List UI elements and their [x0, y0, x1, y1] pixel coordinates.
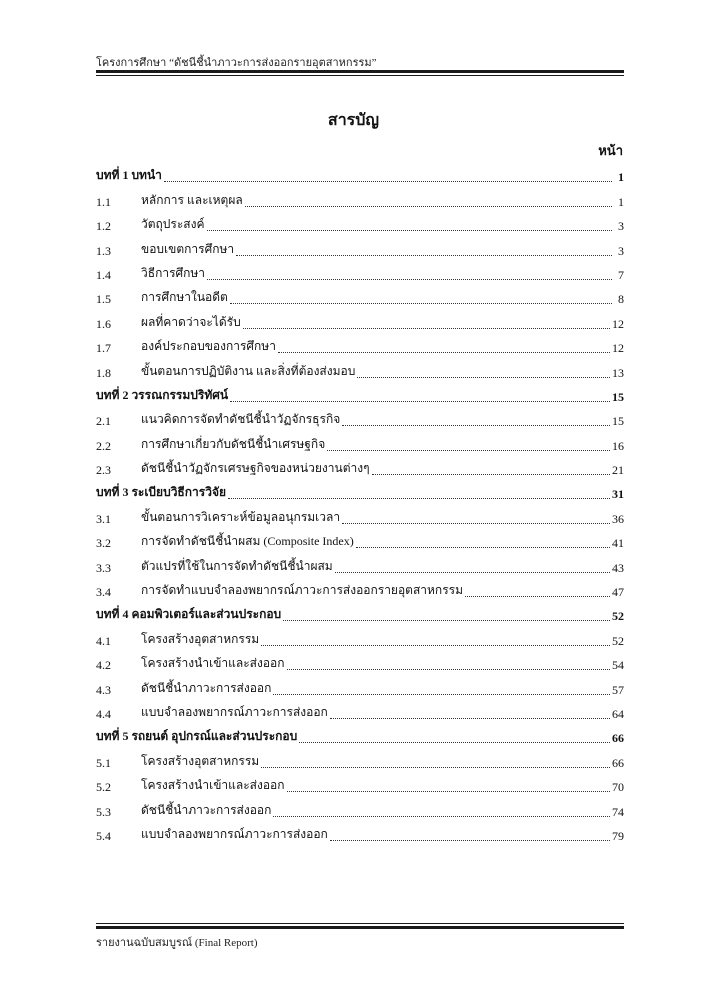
toc-entry-title: การจัดทำแบบจำลองพยากรณ์ภาวะการส่งออกรายอุตสาหกรรม	[141, 583, 464, 598]
toc-section-entry[interactable]	[96, 527, 624, 551]
toc-section-entry[interactable]	[96, 307, 624, 331]
toc-entry-number: 1.5	[96, 292, 111, 307]
toc-leader-dots	[273, 694, 610, 695]
toc-entry-title: การศึกษาในอดีต	[141, 290, 228, 305]
toc-section-entry[interactable]	[96, 649, 624, 673]
toc-entry-title: โครงสร้างนำเข้าและส่งออก	[141, 656, 285, 671]
toc-entry-number: 1.8	[96, 365, 111, 380]
running-header: โครงการศึกษา “ดัชนีชี้นำภาวะการส่งออกรายอุตสาหกรรม”	[96, 57, 377, 69]
toc-entry-title: บทที่ 2 วรรณกรรมปริทัศน์	[96, 387, 229, 402]
toc-leader-dots	[230, 303, 612, 304]
toc-entry-number: 1.1	[96, 194, 111, 209]
toc-leader-dots	[330, 718, 610, 719]
toc-entry-title: บทที่ 5 รถยนต์ อุปกรณ์และส่วนประกอบ	[96, 729, 298, 744]
toc-entry-page: 70	[612, 780, 624, 795]
toc-section-entry[interactable]	[96, 624, 624, 648]
toc-entry-page: 31	[612, 487, 624, 502]
toc-entry-page: 3	[618, 243, 624, 258]
toc-entry-title: วิธีการศึกษา	[141, 265, 206, 280]
toc-section-entry[interactable]	[96, 210, 624, 234]
table-of-contents	[96, 161, 624, 844]
toc-section-entry[interactable]	[96, 332, 624, 356]
toc-leader-dots	[261, 645, 610, 646]
toc-entry-title: ผลที่คาดว่าจะได้รับ	[141, 314, 241, 329]
header-rule-thick	[96, 70, 624, 73]
toc-entry-title: บทที่ 3 ระเบียบวิธีการวิจัย	[96, 485, 227, 500]
toc-entry-title: ขั้นตอนการวิเคราะห์ข้อมูลอนุกรมเวลา	[141, 509, 341, 524]
toc-leader-dots	[342, 425, 610, 426]
toc-entry-page: 43	[612, 560, 624, 575]
toc-entry-title: แนวคิดการจัดทำดัชนีชี้นำวัฏจักรธุรกิจ	[141, 412, 341, 427]
toc-entry-number: 1.6	[96, 316, 111, 331]
toc-chapter-entry[interactable]	[96, 381, 624, 405]
toc-section-entry[interactable]	[96, 405, 624, 429]
toc-leader-dots	[299, 742, 610, 743]
toc-section-entry[interactable]	[96, 795, 624, 819]
toc-entry-page: 1	[618, 170, 624, 185]
toc-entry-title: แบบจำลองพยากรณ์ภาวะการส่งออก	[141, 704, 328, 719]
toc-leader-dots	[357, 377, 610, 378]
toc-chapter-entry[interactable]	[96, 161, 624, 185]
page-title: สารบัญ	[327, 112, 380, 129]
toc-entry-title: ขอบเขตการศึกษา	[141, 241, 235, 256]
toc-entry-title: แบบจำลองพยากรณ์ภาวะการส่งออก	[141, 826, 328, 841]
toc-entry-page: 64	[612, 706, 624, 721]
toc-entry-page: 7	[618, 267, 624, 282]
toc-entry-page: 66	[612, 755, 624, 770]
toc-entry-page: 41	[612, 536, 624, 551]
toc-section-entry[interactable]	[96, 356, 624, 380]
toc-entry-number: 5.3	[96, 804, 111, 819]
toc-entry-page: 3	[618, 219, 624, 234]
toc-section-entry[interactable]	[96, 185, 624, 209]
toc-chapter-entry[interactable]	[96, 600, 624, 624]
toc-entry-number: 4.3	[96, 682, 111, 697]
toc-entry-number: 5.1	[96, 755, 111, 770]
toc-entry-number: 5.2	[96, 780, 111, 795]
toc-leader-dots	[207, 279, 612, 280]
toc-entry-page: 57	[612, 682, 624, 697]
toc-entry-title: การศึกษาเกี่ยวกับดัชนีชี้นำเศรษฐกิจ	[141, 436, 326, 451]
footer-rule-thin	[96, 923, 624, 924]
toc-entry-title: หลักการ และเหตุผล	[141, 192, 243, 207]
footer-rule-thick	[96, 926, 624, 929]
toc-section-entry[interactable]	[96, 746, 624, 770]
toc-entry-title: โครงสร้างอุตสาหกรรม	[141, 631, 260, 646]
toc-leader-dots	[356, 547, 610, 548]
toc-entry-title: ดัชนีชี้นำภาวะการส่งออก	[141, 802, 272, 817]
toc-section-entry[interactable]	[96, 283, 624, 307]
toc-entry-number: 4.1	[96, 633, 111, 648]
toc-entry-number: 1.3	[96, 243, 111, 258]
toc-entry-page: 66	[612, 731, 624, 746]
toc-leader-dots	[278, 352, 610, 353]
toc-entry-title: การจัดทำดัชนีชี้นำผสม (Composite Index)	[141, 534, 354, 549]
toc-section-entry[interactable]	[96, 502, 624, 526]
toc-leader-dots	[327, 450, 610, 451]
toc-entry-title: ดัชนีชี้นำวัฏจักรเศรษฐกิจของหน่วยงานต่างๆ	[141, 461, 370, 476]
toc-section-entry[interactable]	[96, 551, 624, 575]
toc-section-entry[interactable]	[96, 576, 624, 600]
toc-entry-title: ตัวแปรที่ใช้ในการจัดทำดัชนีชี้นำผสม	[141, 558, 333, 573]
toc-entry-title: โครงสร้างอุตสาหกรรม	[141, 753, 260, 768]
toc-leader-dots	[164, 181, 612, 182]
toc-entry-title: องค์ประกอบของการศึกษา	[141, 339, 276, 354]
toc-chapter-entry[interactable]	[96, 478, 624, 502]
toc-leader-dots	[335, 572, 610, 573]
toc-entry-title: บทที่ 4 คอมพิวเตอร์และส่วนประกอบ	[96, 607, 282, 622]
toc-entry-number: 3.3	[96, 560, 111, 575]
toc-entry-page: 79	[612, 828, 624, 843]
toc-entry-title: โครงสร้างนำเข้าและส่งออก	[141, 778, 285, 793]
toc-entry-page: 12	[612, 316, 624, 331]
toc-section-entry[interactable]	[96, 454, 624, 478]
toc-entry-number: 4.4	[96, 706, 111, 721]
toc-entry-page: 1	[618, 194, 624, 209]
toc-entry-number: 3.2	[96, 536, 111, 551]
toc-entry-page: 12	[612, 341, 624, 356]
toc-entry-page: 15	[612, 414, 624, 429]
toc-leader-dots	[228, 498, 610, 499]
toc-entry-number: 1.2	[96, 219, 111, 234]
toc-leader-dots	[465, 596, 610, 597]
toc-entry-number: 1.4	[96, 267, 111, 282]
toc-entry-page: 74	[612, 804, 624, 819]
toc-leader-dots	[273, 816, 610, 817]
toc-entry-number: 3.1	[96, 511, 111, 526]
toc-section-entry[interactable]	[96, 771, 624, 795]
toc-entry-page: 52	[612, 633, 624, 648]
toc-entry-title: บทที่ 1 บทนำ	[96, 168, 162, 183]
toc-leader-dots	[236, 255, 612, 256]
toc-entry-title: ดัชนีชี้นำภาวะการส่งออก	[141, 680, 272, 695]
toc-leader-dots	[245, 206, 612, 207]
toc-section-entry[interactable]	[96, 429, 624, 453]
toc-entry-page: 54	[612, 658, 624, 673]
toc-section-entry[interactable]	[96, 820, 624, 844]
toc-entry-page: 13	[612, 365, 624, 380]
toc-entry-page: 52	[612, 609, 624, 624]
toc-leader-dots	[243, 328, 610, 329]
toc-entry-number: 2.3	[96, 463, 111, 478]
toc-leader-dots	[261, 767, 610, 768]
toc-entry-number: 2.1	[96, 414, 111, 429]
toc-leader-dots	[342, 523, 610, 524]
toc-section-entry[interactable]	[96, 259, 624, 283]
toc-section-entry[interactable]	[96, 234, 624, 258]
toc-leader-dots	[287, 791, 610, 792]
toc-entry-title: วัตถุประสงค์	[141, 217, 205, 232]
toc-entry-page: 15	[612, 389, 624, 404]
toc-leader-dots	[287, 669, 610, 670]
toc-entry-number: 1.7	[96, 341, 111, 356]
running-footer: รายงานฉบับสมบูรณ์ (Final Report)	[96, 937, 258, 949]
toc-leader-dots	[207, 230, 612, 231]
toc-entry-page: 16	[612, 438, 624, 453]
toc-entry-page: 47	[612, 585, 624, 600]
toc-entry-title: ขั้นตอนการปฏิบัติงาน และสิ่งที่ต้องส่งมอบ	[141, 363, 356, 378]
toc-entry-number: 3.4	[96, 585, 111, 600]
toc-leader-dots	[330, 840, 610, 841]
toc-leader-dots	[372, 474, 610, 475]
toc-entry-page: 8	[618, 292, 624, 307]
page-column-label: หน้า	[598, 143, 623, 158]
toc-leader-dots	[230, 401, 610, 402]
toc-section-entry[interactable]	[96, 673, 624, 697]
toc-leader-dots	[283, 620, 610, 621]
toc-entry-number: 4.2	[96, 658, 111, 673]
toc-section-entry[interactable]	[96, 698, 624, 722]
toc-entry-page: 36	[612, 511, 624, 526]
toc-entry-number: 5.4	[96, 828, 111, 843]
toc-chapter-entry[interactable]	[96, 722, 624, 746]
header-rule-thin	[96, 75, 624, 76]
toc-entry-number: 2.2	[96, 438, 111, 453]
toc-entry-page: 21	[612, 463, 624, 478]
